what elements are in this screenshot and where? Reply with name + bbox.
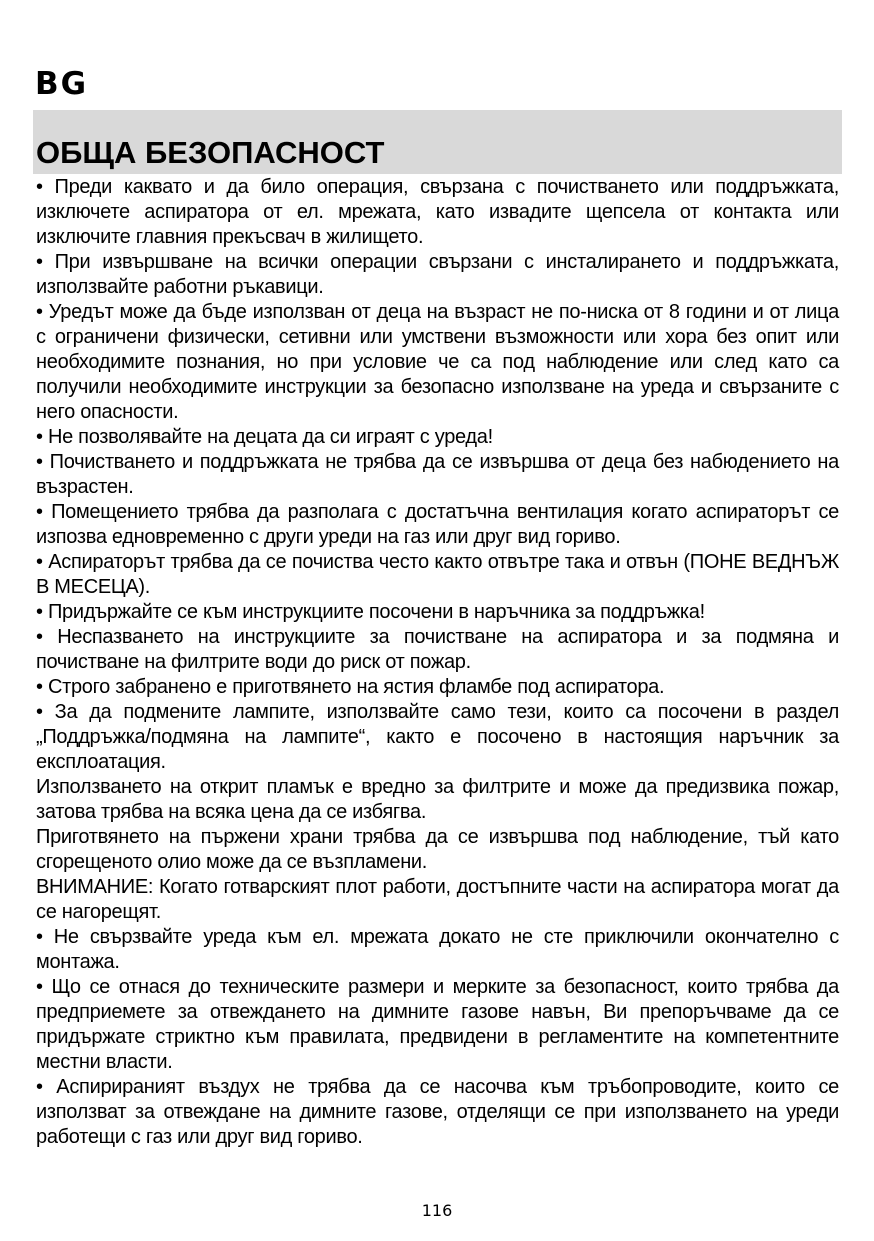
paragraph: • Що се отнася до техническите размери и мерките за безопасност, които трябва да предприемете за отвеждането на димните газове навън, Ви препоръчваме да се придържате стриктно към правилата, предвидени в регламентите на компетентните местни власти. bbox=[36, 976, 839, 1073]
paragraph: • Помещението трябва да разполага с достатъчна вентилация когато аспираторът се изпозва едновременно с други уреди на газ или друг вид гориво. bbox=[36, 501, 839, 548]
paragraph: Приготвянето на пържени храни трябва да се извършва под наблюдение, тъй като сгорещеното олио може да се възпламени. bbox=[36, 826, 839, 873]
paragraph: Използването на открит пламък е вредно за филтрите и може да предизвика пожар, затова трябва на всяка цена да се избягва. bbox=[36, 776, 839, 823]
paragraph: • Придържайте се към инструкциите посочени в наръчника за поддръжка! bbox=[36, 601, 705, 623]
language-code: BG bbox=[35, 66, 89, 102]
paragraph: • Строго забранено е приготвянето на ястия фламбе под аспиратора. bbox=[36, 676, 665, 698]
paragraph: • Неспазването на инструкциите за почистване на аспиратора и за подмяна и почистване на филтрите води до риск от пожар. bbox=[36, 626, 839, 673]
paragraph: • Уредът може да бъде използван от деца на възраст не по-ниска от 8 години и от лица с ограничени физически, сетивни или умствени възможности или хора без опит или необходимите познания, но при условие че са под наблюдение или след като са получили необходимите инструкции за безопасно използване на уреда и свързаните с него опасности. bbox=[36, 301, 839, 423]
paragraph: • Почистването и поддръжката не трябва да се извършва от деца без набюдението на възрастен. bbox=[36, 451, 839, 498]
section-title: ОБЩА БЕЗОПАСНОСТ bbox=[36, 135, 385, 170]
paragraph: • При извършване на всички операции свързани с инсталирането и поддръжката, използвайте работни ръкавици. bbox=[36, 251, 839, 298]
paragraph: ВНИМАНИЕ: Когато готварският плот работи, достъпните части на аспиратора могат да се нагорещят. bbox=[36, 876, 839, 923]
paragraph: • Не позволявайте на децата да си играят с уреда! bbox=[36, 426, 493, 448]
section-header-bar bbox=[33, 110, 842, 174]
paragraph: • Преди каквато и да било операция, свързана с почистването или поддръжката, изключете аспиратора от ел. мрежата, като извадите щепсела от контакта или изключите главния прекъсвач в жилището. bbox=[36, 176, 839, 248]
safety-text-body bbox=[36, 175, 839, 1150]
paragraph: • Не свързвайте уреда към ел. мрежата докато не сте приключили окончателно с монтажа. bbox=[36, 926, 839, 973]
paragraph: • Аспираторът трябва да се почиства често както отвътре така и отвън (ПОНЕ ВЕДНЪЖ В МЕСЕЦА). bbox=[36, 551, 839, 598]
paragraph: • За да подмените лампите, използвайте само тези, които са посочени в раздел „Поддръжка/подмяна на лампите“, както е посочено в настоящия наръчник за експлоатация. bbox=[36, 701, 839, 773]
paragraph: • Аспирираният въздух не трябва да се насочва към тръбопроводите, които се използват за отвеждане на димните газове, отделящи се при използването на уреди работещи с газ или друг вид гориво. bbox=[36, 1076, 839, 1148]
page-number: 116 bbox=[421, 1201, 453, 1220]
